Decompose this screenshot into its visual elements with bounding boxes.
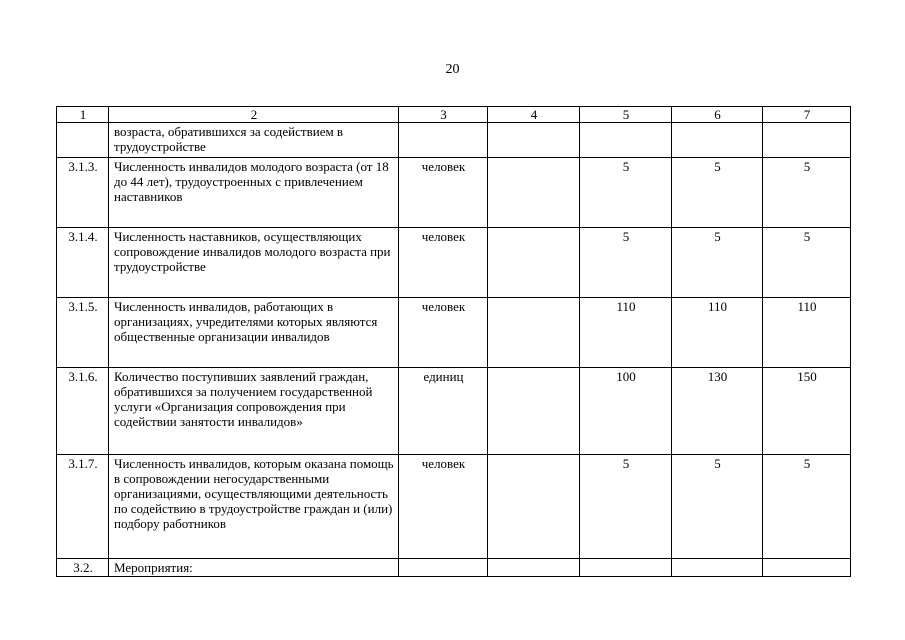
row-unit: человек [399, 228, 488, 298]
row-name: Количество поступивших заявлений граждан, обратившихся за получением государственной услуги «Организация сопровождения при содействии занятости инвалидов» [109, 368, 399, 455]
row-value-col4 [488, 228, 580, 298]
row-unit: человек [399, 455, 488, 559]
table-row [57, 228, 851, 298]
row-value-col5: 5 [580, 228, 672, 298]
column-header: 1 [57, 107, 109, 123]
row-unit: человек [399, 158, 488, 228]
row-number: 3.1.7. [57, 455, 109, 559]
column-header: 6 [672, 107, 763, 123]
column-header: 3 [399, 107, 488, 123]
row-name: Численность наставников, осуществляющих сопровождение инвалидов молодого возраста при трудоустройстве [109, 228, 399, 298]
row-value-col7 [763, 123, 851, 158]
table-row [57, 559, 851, 577]
row-value-col6: 130 [672, 368, 763, 455]
row-value-col4 [488, 368, 580, 455]
row-value-col4 [488, 123, 580, 158]
row-name: Численность инвалидов, которым оказана помощь в сопровождении негосударственными организациями, осуществляющими деятельность по содействию в трудоустройстве граждан и (или) подбору работников [109, 455, 399, 559]
row-unit: человек [399, 298, 488, 368]
row-value-col4 [488, 298, 580, 368]
row-value-col4 [488, 158, 580, 228]
page-number: 20 [445, 62, 460, 77]
column-header: 5 [580, 107, 672, 123]
row-value-col5: 5 [580, 158, 672, 228]
row-value-col5: 110 [580, 298, 672, 368]
row-value-col7: 150 [763, 368, 851, 455]
row-value-col5: 100 [580, 368, 672, 455]
column-header: 2 [109, 107, 399, 123]
row-name: Численность инвалидов, работающих в организациях, учредителями которых являются общественные организации инвалидов [109, 298, 399, 368]
column-header: 7 [763, 107, 851, 123]
table-row [57, 455, 851, 559]
row-value-col4 [488, 455, 580, 559]
indicators-table [56, 106, 851, 577]
row-value-col6 [672, 559, 763, 577]
row-name: Мероприятия: [109, 559, 399, 577]
row-value-col6: 5 [672, 158, 763, 228]
row-value-col7 [763, 559, 851, 577]
row-value-col7: 5 [763, 158, 851, 228]
row-unit [399, 559, 488, 577]
row-unit [399, 123, 488, 158]
row-value-col7: 110 [763, 298, 851, 368]
table-row [57, 158, 851, 228]
table-row [57, 298, 851, 368]
row-name: Численность инвалидов молодого возраста (от 18 до 44 лет), трудоустроенных с привлечением наставников [109, 158, 399, 228]
row-number: 3.1.3. [57, 158, 109, 228]
row-number [57, 123, 109, 158]
row-number: 3.1.5. [57, 298, 109, 368]
row-name: возраста, обратившихся за содействием в трудоустройстве [109, 123, 399, 158]
table-header-row [57, 107, 851, 123]
row-value-col6 [672, 123, 763, 158]
row-value-col6: 5 [672, 228, 763, 298]
row-number: 3.1.4. [57, 228, 109, 298]
row-value-col6: 110 [672, 298, 763, 368]
table-row [57, 368, 851, 455]
row-value-col7: 5 [763, 455, 851, 559]
row-unit: единиц [399, 368, 488, 455]
row-value-col7: 5 [763, 228, 851, 298]
row-value-col6: 5 [672, 455, 763, 559]
row-value-col5 [580, 123, 672, 158]
column-header: 4 [488, 107, 580, 123]
row-number: 3.2. [57, 559, 109, 577]
row-number: 3.1.6. [57, 368, 109, 455]
row-value-col5 [580, 559, 672, 577]
table-row [57, 123, 851, 158]
row-value-col5: 5 [580, 455, 672, 559]
row-value-col4 [488, 559, 580, 577]
